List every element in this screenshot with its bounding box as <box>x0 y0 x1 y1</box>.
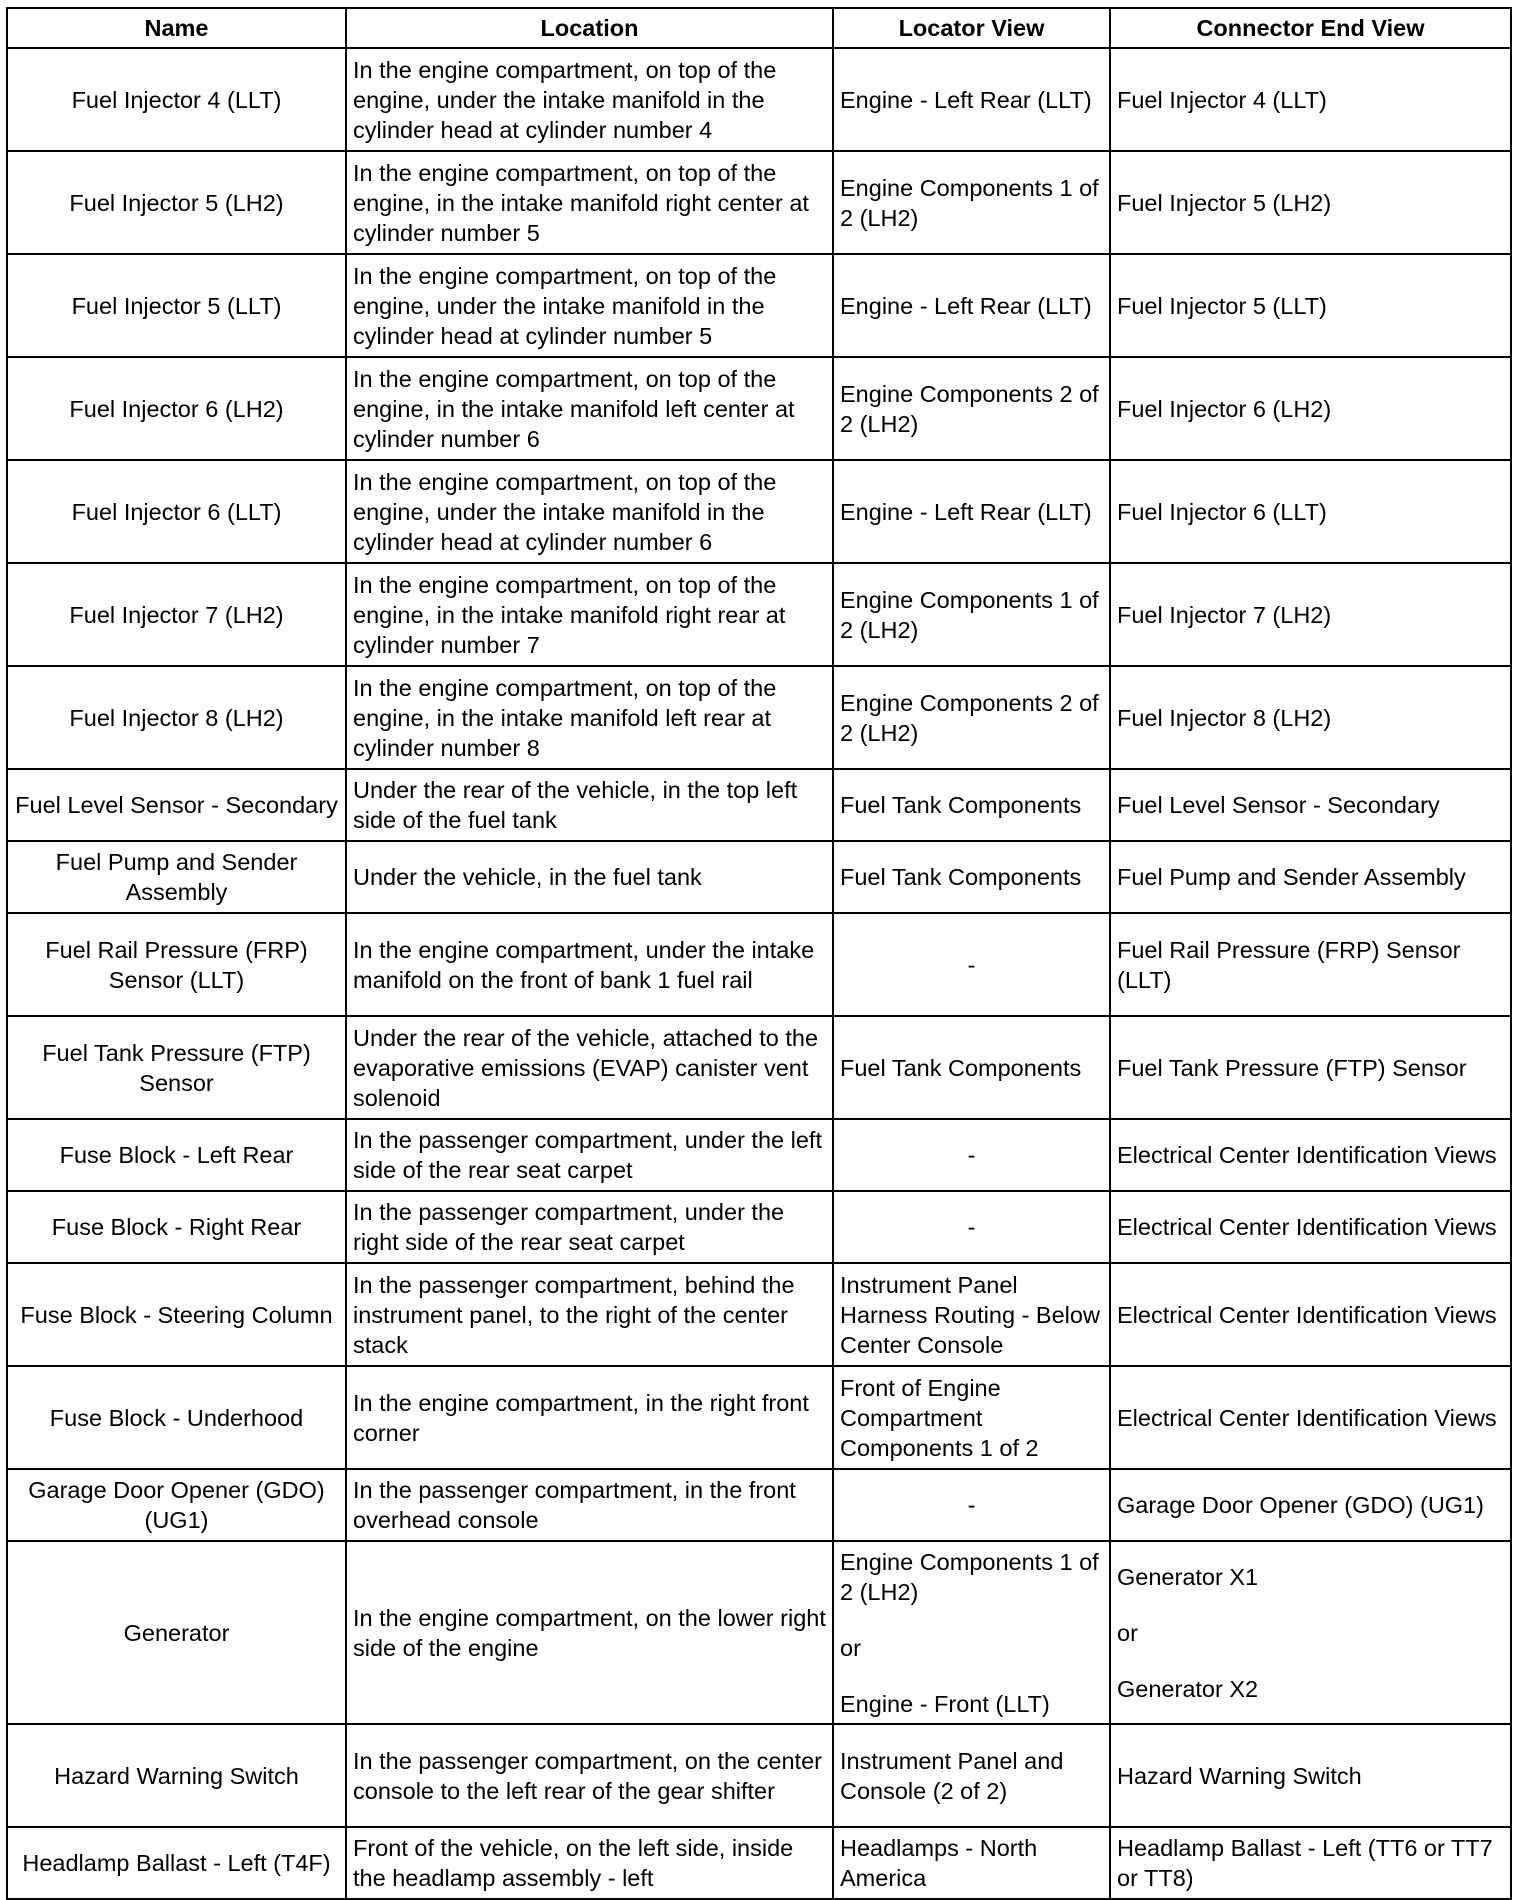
cell-location: Under the rear of the vehicle, in the top left side of the fuel tank <box>346 769 833 841</box>
table-row <box>7 1827 1511 1899</box>
cell-locator-view[interactable]: Fuel Tank Components <box>833 841 1110 913</box>
cell-connector-end-view[interactable]: Fuel Pump and Sender Assembly <box>1110 841 1511 913</box>
cell-name: Fuse Block - Steering Column <box>7 1263 346 1366</box>
cell-connector-end-view[interactable]: Electrical Center Identification Views <box>1110 1263 1511 1366</box>
cell-connector-end-view[interactable]: Fuel Injector 5 (LH2) <box>1110 151 1511 254</box>
header-location: Location <box>346 8 833 48</box>
header-locator-view: Locator View <box>833 8 1110 48</box>
cell-locator-view: - <box>833 1191 1110 1263</box>
table-row <box>7 48 1511 151</box>
spacer <box>840 1607 1103 1633</box>
cell-location: In the engine compartment, on top of the engine, in the intake manifold left center at cylinder number 6 <box>346 357 833 460</box>
cell-name: Fuel Injector 4 (LLT) <box>7 48 346 151</box>
cell-name: Fuel Injector 5 (LH2) <box>7 151 346 254</box>
cell-location: In the engine compartment, on top of the engine, under the intake manifold in the cylinder head at cylinder number 4 <box>346 48 833 151</box>
cell-locator-view[interactable]: Headlamps - North America <box>833 1827 1110 1899</box>
cell-connector-end-view[interactable]: Fuel Injector 6 (LLT) <box>1110 460 1511 563</box>
spacer <box>1117 1648 1504 1674</box>
cell-name: Fuel Injector 5 (LLT) <box>7 254 346 357</box>
table-row <box>7 254 1511 357</box>
cell-location: In the engine compartment, under the intake manifold on the front of bank 1 fuel rail <box>346 913 833 1016</box>
table-row <box>7 151 1511 254</box>
cell-location: In the engine compartment, on the lower right side of the engine <box>346 1541 833 1724</box>
cell-connector-end-view[interactable]: Electrical Center Identification Views <box>1110 1119 1511 1191</box>
cell-locator-view[interactable]: Engine Components 1 of 2 (LH2) <box>833 151 1110 254</box>
cell-locator-view[interactable]: Fuel Tank Components <box>833 1016 1110 1119</box>
cell-locator-view: - <box>833 1119 1110 1191</box>
table-row <box>7 357 1511 460</box>
cell-location: In the engine compartment, on top of the engine, in the intake manifold left rear at cylinder number 8 <box>346 666 833 769</box>
cell-location: In the engine compartment, on top of the engine, under the intake manifold in the cylinder head at cylinder number 5 <box>346 254 833 357</box>
cell-connector-end-view[interactable]: Fuel Rail Pressure (FRP) Sensor (LLT) <box>1110 913 1511 1016</box>
cell-locator-view[interactable]: Fuel Tank Components <box>833 769 1110 841</box>
cell-locator-view[interactable]: Engine - Left Rear (LLT) <box>833 48 1110 151</box>
cell-connector-end-view[interactable]: Electrical Center Identification Views <box>1110 1191 1511 1263</box>
cell-name: Fuel Level Sensor - Secondary <box>7 769 346 841</box>
table-row <box>7 1541 1511 1724</box>
connector-option-b[interactable]: Generator X2 <box>1117 1675 1259 1702</box>
cell-name: Headlamp Ballast - Left (T4F) <box>7 1827 346 1899</box>
cell-name: Fuel Tank Pressure (FTP) Sensor <box>7 1016 346 1119</box>
cell-connector-end-view[interactable]: Hazard Warning Switch <box>1110 1724 1511 1827</box>
connector-option-a[interactable]: Generator X1 <box>1117 1563 1259 1590</box>
cell-connector-end-view[interactable]: Fuel Injector 4 (LLT) <box>1110 48 1511 151</box>
table-header-row <box>7 8 1511 48</box>
header-name: Name <box>7 8 346 48</box>
cell-locator-view <box>833 1541 1110 1724</box>
cell-connector-end-view[interactable]: Fuel Injector 5 (LLT) <box>1110 254 1511 357</box>
locator-or: or <box>840 1634 861 1661</box>
cell-name: Fuel Rail Pressure (FRP) Sensor (LLT) <box>7 913 346 1016</box>
cell-connector-end-view[interactable]: Fuel Level Sensor - Secondary <box>1110 769 1511 841</box>
cell-location: In the passenger compartment, under the right side of the rear seat carpet <box>346 1191 833 1263</box>
table-row <box>7 1366 1511 1469</box>
cell-locator-view[interactable]: Engine Components 2 of 2 (LH2) <box>833 666 1110 769</box>
cell-name: Fuel Injector 6 (LH2) <box>7 357 346 460</box>
cell-locator-view[interactable]: Engine Components 1 of 2 (LH2) <box>833 563 1110 666</box>
table-row <box>7 841 1511 913</box>
cell-connector-end-view[interactable]: Fuel Injector 7 (LH2) <box>1110 563 1511 666</box>
cell-connector-end-view[interactable]: Fuel Injector 8 (LH2) <box>1110 666 1511 769</box>
cell-name: Fuel Pump and Sender Assembly <box>7 841 346 913</box>
cell-connector-end-view <box>1110 1541 1511 1724</box>
cell-location: In the passenger compartment, in the front overhead console <box>346 1469 833 1541</box>
cell-location: In the engine compartment, on top of the engine, in the intake manifold right rear at cylinder number 7 <box>346 563 833 666</box>
cell-connector-end-view[interactable]: Electrical Center Identification Views <box>1110 1366 1511 1469</box>
connector-or: or <box>1117 1619 1138 1646</box>
table-row <box>7 913 1511 1016</box>
cell-locator-view[interactable]: Instrument Panel and Console (2 of 2) <box>833 1724 1110 1827</box>
table-row <box>7 563 1511 666</box>
cell-name: Fuse Block - Left Rear <box>7 1119 346 1191</box>
header-connector-end-view: Connector End View <box>1110 8 1511 48</box>
cell-locator-view[interactable]: Engine - Left Rear (LLT) <box>833 460 1110 563</box>
cell-name: Fuel Injector 6 (LLT) <box>7 460 346 563</box>
spacer <box>840 1663 1103 1689</box>
table-row <box>7 769 1511 841</box>
table-row <box>7 1724 1511 1827</box>
cell-location: Under the rear of the vehicle, attached to the evaporative emissions (EVAP) canister vent solenoid <box>346 1016 833 1119</box>
cell-connector-end-view[interactable]: Fuel Tank Pressure (FTP) Sensor <box>1110 1016 1511 1119</box>
cell-location: In the engine compartment, on top of the engine, in the intake manifold right center at cylinder number 5 <box>346 151 833 254</box>
table-row <box>7 460 1511 563</box>
cell-locator-view[interactable]: Engine - Left Rear (LLT) <box>833 254 1110 357</box>
cell-locator-view[interactable]: Instrument Panel Harness Routing - Below Center Console <box>833 1263 1110 1366</box>
cell-name: Fuel Injector 8 (LH2) <box>7 666 346 769</box>
locator-option-a[interactable]: Engine Components 1 of 2 (LH2) <box>840 1548 1099 1605</box>
cell-connector-end-view[interactable]: Headlamp Ballast - Left (TT6 or TT7 or TT8) <box>1110 1827 1511 1899</box>
cell-locator-view: - <box>833 1469 1110 1541</box>
cell-location: Front of the vehicle, on the left side, inside the headlamp assembly - left <box>346 1827 833 1899</box>
cell-locator-view: - <box>833 913 1110 1016</box>
table-row <box>7 1469 1511 1541</box>
cell-name: Hazard Warning Switch <box>7 1724 346 1827</box>
cell-name: Fuse Block - Right Rear <box>7 1191 346 1263</box>
component-locator-table <box>6 7 1512 1900</box>
cell-name: Fuel Injector 7 (LH2) <box>7 563 346 666</box>
table-row <box>7 666 1511 769</box>
locator-option-b[interactable]: Engine - Front (LLT) <box>840 1690 1050 1717</box>
cell-locator-view[interactable]: Engine Components 2 of 2 (LH2) <box>833 357 1110 460</box>
table-row <box>7 1263 1511 1366</box>
cell-connector-end-view[interactable]: Garage Door Opener (GDO) (UG1) <box>1110 1469 1511 1541</box>
table-row <box>7 1191 1511 1263</box>
cell-name: Garage Door Opener (GDO) (UG1) <box>7 1469 346 1541</box>
cell-location: In the engine compartment, in the right front corner <box>346 1366 833 1469</box>
table-row <box>7 1119 1511 1191</box>
cell-locator-view[interactable]: Front of Engine Compartment Components 1 of 2 <box>833 1366 1110 1469</box>
cell-location: In the passenger compartment, on the center console to the left rear of the gear shifter <box>346 1724 833 1827</box>
cell-location: In the passenger compartment, under the left side of the rear seat carpet <box>346 1119 833 1191</box>
cell-name: Generator <box>7 1541 346 1724</box>
cell-location: In the passenger compartment, behind the instrument panel, to the right of the center stack <box>346 1263 833 1366</box>
table-row <box>7 1016 1511 1119</box>
cell-name: Fuse Block - Underhood <box>7 1366 346 1469</box>
spacer <box>1117 1592 1504 1618</box>
cell-location: Under the vehicle, in the fuel tank <box>346 841 833 913</box>
cell-connector-end-view[interactable]: Fuel Injector 6 (LH2) <box>1110 357 1511 460</box>
cell-location: In the engine compartment, on top of the engine, under the intake manifold in the cylinder head at cylinder number 6 <box>346 460 833 563</box>
